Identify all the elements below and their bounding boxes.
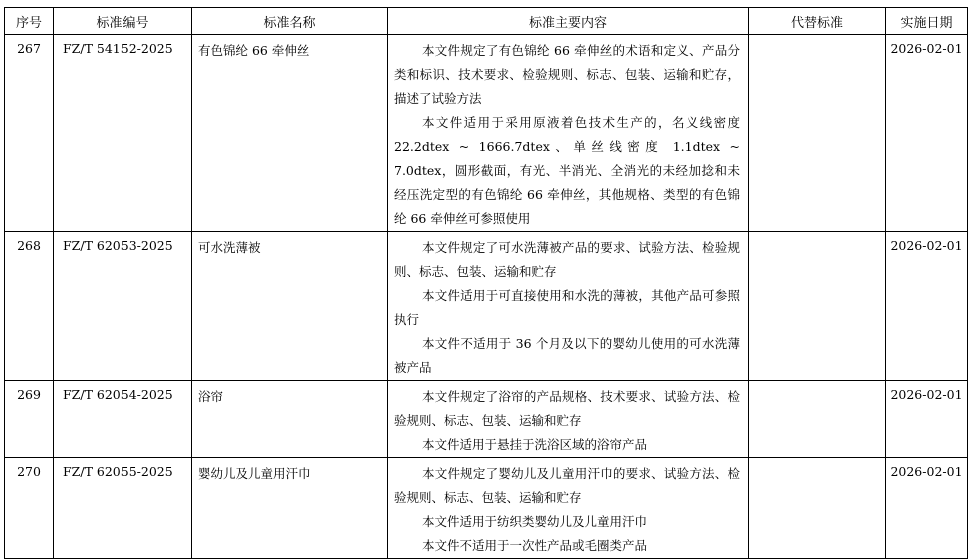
row-replaces: [749, 381, 886, 458]
content-paragraph: 本文件不适用于一次性产品或毛圈类产品: [422, 538, 648, 553]
content-paragraph: 本文件规定了浴帘的产品规格、技术要求、试验方法、检验规则、标志、包装、运输和贮存: [394, 389, 740, 428]
row-date: 2026-02-01: [886, 381, 968, 458]
content-paragraph: 本文件适用于悬挂于洗浴区域的浴帘产品: [422, 437, 648, 452]
row-seq: 267: [5, 35, 54, 232]
table-row: [5, 458, 968, 559]
standards-table: [4, 7, 968, 559]
header-date: 实施日期: [886, 8, 968, 35]
row-date: 2026-02-01: [886, 232, 968, 381]
row-name: 有色锦纶 66 牵伸丝: [192, 35, 388, 232]
row-name: 婴幼儿及儿童用汗巾: [192, 458, 388, 559]
row-seq: 269: [5, 381, 54, 458]
content-paragraph: 本文件规定了婴幼儿及儿童用汗巾的要求、试验方法、检验规则、标志、包装、运输和贮存: [394, 466, 740, 505]
row-content: [388, 458, 749, 559]
content-paragraph: 本文件不适用于 36 个月及以下的婴幼儿使用的可水洗薄被产品: [394, 336, 740, 375]
row-code: FZ/T 62055-2025: [54, 458, 192, 559]
header-replaces: 代替标准: [749, 8, 886, 35]
row-content: [388, 232, 749, 381]
content-paragraph: 本文件适用于采用原液着色技术生产的，名义线密度 22.2dtex ~ 1666.7dtex、单丝线密度 1.1dtex ~ 7.0dtex，圆形截面，有光、半消光、全消光的未经加捻和未经压洗定型的有色锦纶 66 牵伸丝，其他规格、类型的有色锦纶 66 牵伸丝可参照使用: [394, 115, 740, 226]
standards-table-container: [4, 7, 968, 559]
row-seq: 270: [5, 458, 54, 559]
row-name: 浴帘: [192, 381, 388, 458]
row-code: FZ/T 54152-2025: [54, 35, 192, 232]
row-content: [388, 35, 749, 232]
header-code: 标准编号: [54, 8, 192, 35]
row-date: 2026-02-01: [886, 35, 968, 232]
content-paragraph: 本文件适用于纺织类婴幼儿及儿童用汗巾: [422, 514, 648, 529]
header-seq: 序号: [5, 8, 54, 35]
table-row: [5, 232, 968, 381]
row-name: 可水洗薄被: [192, 232, 388, 381]
row-code: FZ/T 62053-2025: [54, 232, 192, 381]
header-content: 标准主要内容: [388, 8, 749, 35]
row-replaces: [749, 458, 886, 559]
row-replaces: [749, 232, 886, 381]
row-date: 2026-02-01: [886, 458, 968, 559]
content-paragraph: 本文件规定了可水洗薄被产品的要求、试验方法、检验规则、标志、包装、运输和贮存: [394, 240, 740, 279]
row-seq: 268: [5, 232, 54, 381]
row-replaces: [749, 35, 886, 232]
row-content: [388, 381, 749, 458]
row-code: FZ/T 62054-2025: [54, 381, 192, 458]
table-row: [5, 35, 968, 232]
content-paragraph: 本文件适用于可直接使用和水洗的薄被，其他产品可参照执行: [394, 288, 740, 327]
header-row: [5, 8, 968, 35]
header-name: 标准名称: [192, 8, 388, 35]
table-row: [5, 381, 968, 458]
content-paragraph: 本文件规定了有色锦纶 66 牵伸丝的术语和定义、产品分类和标识、技术要求、检验规则、标志、包装、运输和贮存，描述了试验方法: [394, 43, 740, 106]
